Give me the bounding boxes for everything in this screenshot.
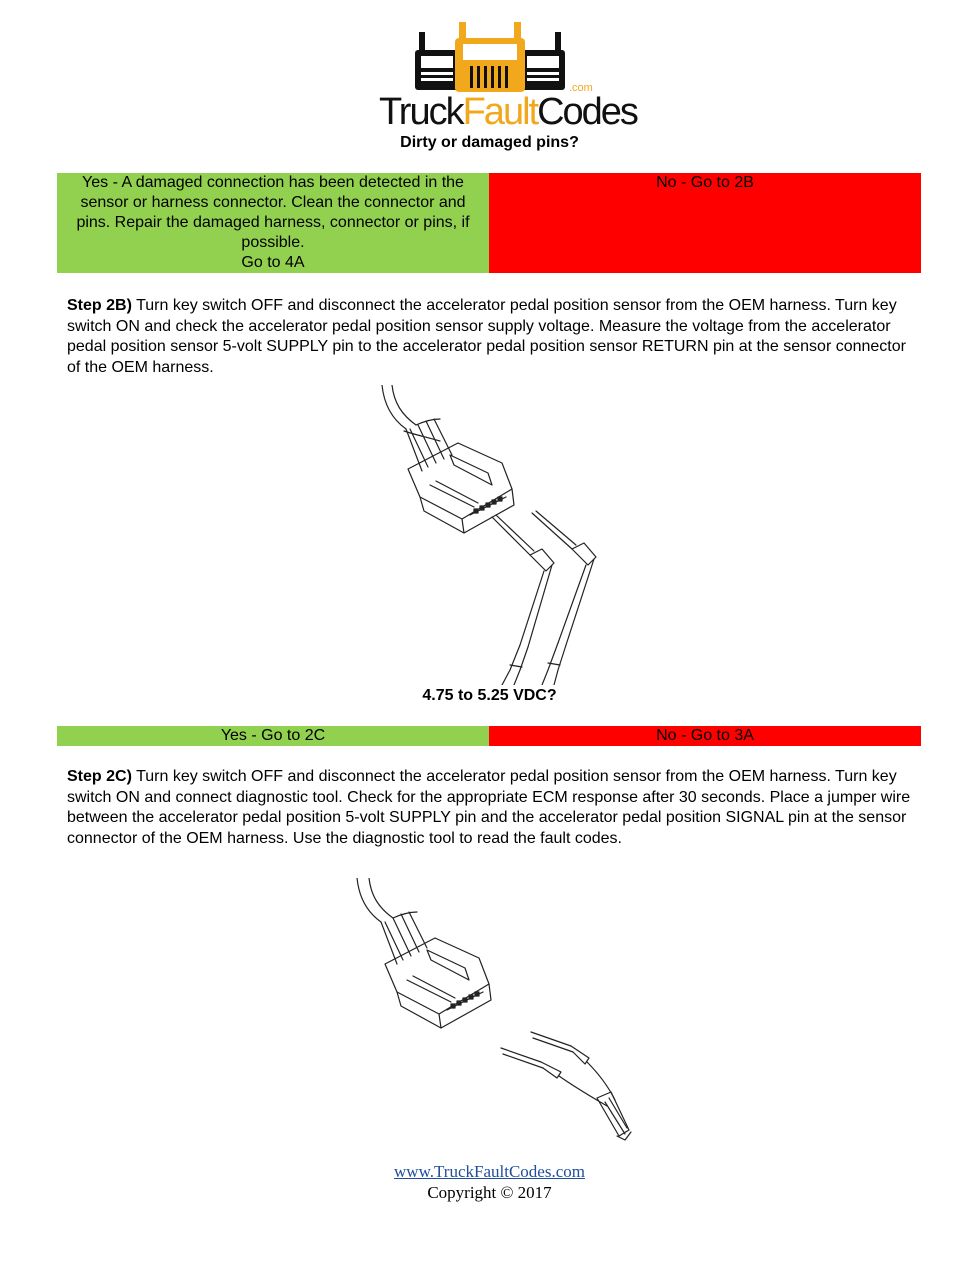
connector-jumper-illustration — [345, 878, 645, 1153]
step-2c-label: Step 2C) — [67, 768, 132, 785]
step-2c-text: Turn key switch OFF and disconnect the accelerator pedal position sensor from the OEM harness. Turn key switch ON and connect diagnostic tool. Check for the appropriate ECM response after 30 seconds. Place a jumper wire between the accelerator pedal position 5-volt SUPPLY pin and the accelerator pedal position SIGNAL pin at the sensor connector of the OEM harness. Use the diagnostic tool to read the fault codes. — [67, 768, 911, 847]
footer — [0, 1161, 979, 1203]
step-2b-label: Step 2B) — [67, 297, 132, 314]
website-link[interactable]: www.TruckFaultCodes.com — [394, 1162, 585, 1181]
connector-probe-illustration — [370, 385, 620, 690]
brand-logo — [375, 20, 637, 133]
brand-suffix: .com — [569, 82, 593, 94]
decision-yes-goto: Go to 4A — [241, 254, 305, 271]
step-2c-paragraph — [67, 767, 917, 849]
decision-no-cell: No - Go to 2B — [489, 173, 921, 273]
copyright-text: Copyright © 2017 — [427, 1183, 552, 1202]
step-2b-paragraph — [67, 296, 917, 378]
decision-table-1 — [57, 173, 921, 273]
decision-no-cell: No - Go to 3A — [489, 726, 921, 746]
brand-name: TruckFaultCodes — [379, 91, 637, 133]
decision-yes-cell — [57, 173, 489, 273]
decision-yes-text: Yes - A damaged connection has been detected in the sensor or harness connector. Clean the connector and pins. Repair the damaged harness, connector or pins, if possible. — [76, 174, 470, 251]
decision-table-2 — [57, 726, 921, 746]
question-voltage: 4.75 to 5.25 VDC? — [422, 687, 557, 704]
question-dirty-pins: Dirty or damaged pins? — [400, 134, 579, 151]
decision-yes-cell: Yes - Go to 2C — [57, 726, 489, 746]
step-2b-text: Turn key switch OFF and disconnect the accelerator pedal position sensor from the OEM harness. Turn key switch ON and check the accelerator pedal position sensor supply voltage. Measure the voltage from the accelerator pedal position sensor 5-volt SUPPLY pin to the accelerator pedal position sensor RETURN pin at the sensor connector of the OEM harness. — [67, 297, 906, 376]
